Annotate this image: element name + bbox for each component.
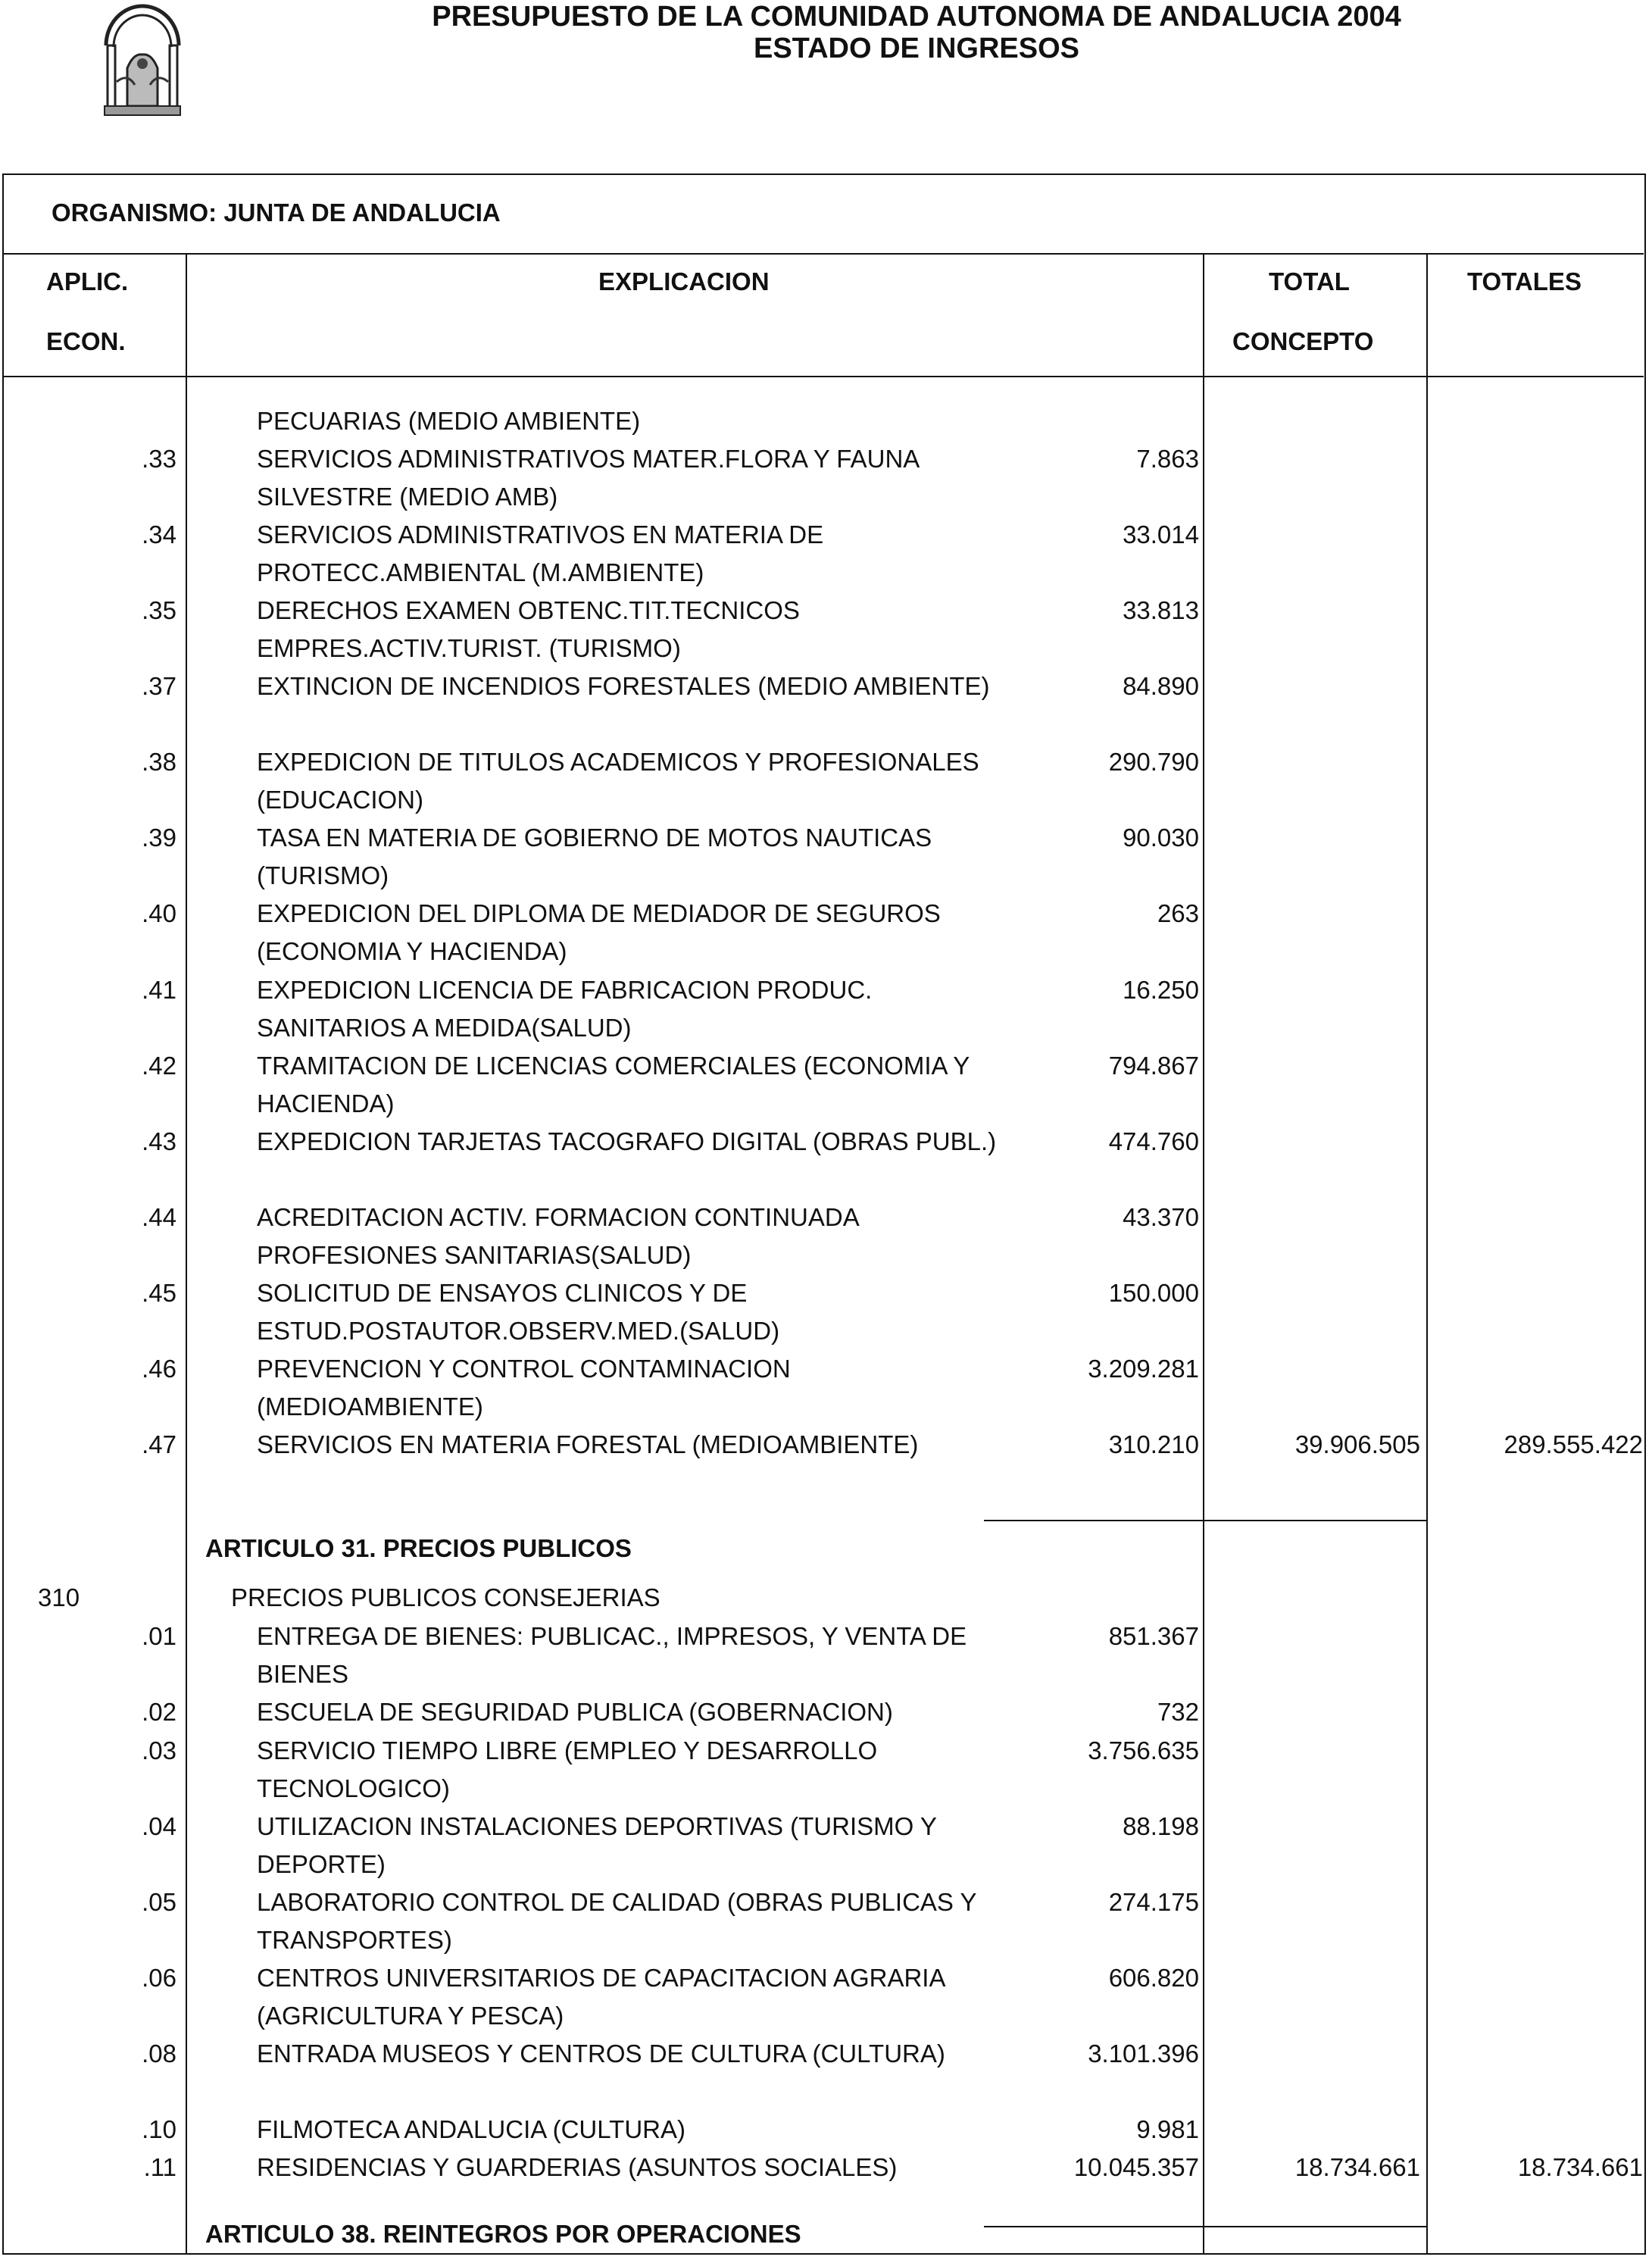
- row-amount: 310.210: [1108, 1430, 1199, 1458]
- row-text: SOLICITUD DE ENSAYOS CLINICOS Y DE ESTUD.POSTAUTOR.OBSERV.MED.(SALUD): [257, 1279, 780, 1345]
- row-code: .03: [142, 1736, 176, 1764]
- row-text: EXPEDICION TARJETAS TACOGRAFO DIGITAL (OBRAS PUBL.): [257, 1127, 997, 1155]
- row-code: .42: [142, 1052, 176, 1080]
- table-row: [4, 2154, 1647, 2230]
- row-text: EXPEDICION DE TITULOS ACADEMICOS Y PROFESIONALES (EDUCACION): [257, 748, 979, 814]
- row-amount: 274.175: [1108, 1888, 1199, 1916]
- row-text: DERECHOS EXAMEN OBTENC.TIT.TECNICOS EMPRES.ACTIV.TURIST. (TURISMO): [257, 596, 800, 662]
- row-amount: 3.209.281: [1088, 1355, 1199, 1383]
- col-header-total: TOTAL: [1269, 267, 1350, 295]
- row-text: ENTRADA MUSEOS Y CENTROS DE CULTURA (CULTURA): [257, 2040, 945, 2068]
- income-table: [2, 173, 1646, 2255]
- table-row: [4, 1431, 1647, 1507]
- page-title: PRESUPUESTO DE LA COMUNIDAD AUTONOMA DE ANDALUCIA 2004: [432, 1, 1401, 33]
- col-header-totales: TOTALES: [1467, 267, 1582, 295]
- row-text: SERVICIO TIEMPO LIBRE (EMPLEO Y DESARROLLO TECNOLOGICO): [257, 1736, 878, 1802]
- row-text: ESCUELA DE SEGURIDAD PUBLICA (GOBERNACION): [257, 1698, 893, 1726]
- row-amount: 3.756.635: [1088, 1736, 1199, 1764]
- row-totales: 18.734.661: [1517, 2153, 1643, 2181]
- table-row: [4, 1280, 1647, 1355]
- col-header-econ: ECON.: [46, 327, 126, 355]
- row-code: .04: [142, 1812, 176, 1840]
- row-amount: 16.250: [1123, 976, 1199, 1004]
- row-code: .47: [142, 1430, 176, 1458]
- row-amount: 9.981: [1136, 2115, 1199, 2143]
- row-code: .41: [142, 976, 176, 1004]
- table-row: [4, 1204, 1647, 1280]
- row-text: PREVENCION Y CONTROL CONTAMINACION (MEDIOAMBIENTE): [257, 1355, 791, 1421]
- row-amount: 794.867: [1108, 1052, 1199, 1080]
- row-code: .33: [142, 445, 176, 473]
- table-row: [4, 1052, 1647, 1128]
- junta-andalucia-logo: [97, 0, 188, 117]
- row-text: SERVICIOS ADMINISTRATIVOS EN MATERIA DE PROTECC.AMBIENTAL (M.AMBIENTE): [257, 520, 824, 586]
- row-code: .01: [142, 1622, 176, 1650]
- row-amount: 290.790: [1108, 748, 1199, 776]
- row-totales: 289.555.422: [1504, 1430, 1643, 1458]
- row-amount: 150.000: [1108, 1279, 1199, 1307]
- row-amount: 88.198: [1123, 1812, 1199, 1840]
- table-row: [4, 597, 1647, 673]
- row-code: .44: [142, 1203, 176, 1231]
- concepto-310-code: 310: [38, 1583, 80, 1611]
- organismo-label: ORGANISMO: JUNTA DE ANDALUCIA: [52, 198, 501, 227]
- row-code: .35: [142, 596, 176, 624]
- row-amount: 7.863: [1136, 445, 1199, 473]
- row-amount: 90.030: [1123, 824, 1199, 852]
- table-row: [4, 673, 1647, 749]
- row-text: LABORATORIO CONTROL DE CALIDAD (OBRAS PUBLICAS Y TRANSPORTES): [257, 1888, 976, 1954]
- table-row: [4, 900, 1647, 976]
- row-amount: 606.820: [1108, 1964, 1199, 1992]
- row-text: SERVICIOS ADMINISTRATIVOS MATER.FLORA Y FAUNA SILVESTRE (MEDIO AMB): [257, 445, 919, 511]
- row-text: TRAMITACION DE LICENCIAS COMERCIALES (ECONOMIA Y HACIENDA): [257, 1052, 970, 1117]
- table-row: [4, 977, 1647, 1052]
- articulo-31-heading: ARTICULO 31. PRECIOS PUBLICOS: [205, 1534, 632, 1562]
- row-text: EXPEDICION LICENCIA DE FABRICACION PRODUC. SANITARIOS A MEDIDA(SALUD): [257, 976, 873, 1042]
- row-amount: 732: [1157, 1698, 1199, 1726]
- row-text: EXPEDICION DEL DIPLOMA DE MEDIADOR DE SEGUROS (ECONOMIA Y HACIENDA): [257, 899, 941, 965]
- row-text: UTILIZACION INSTALACIONES DEPORTIVAS (TURISMO Y DEPORTE): [257, 1812, 937, 1878]
- row-code: .10: [142, 2115, 176, 2143]
- row-text: RESIDENCIAS Y GUARDERIAS (ASUNTOS SOCIALES): [257, 2153, 898, 2181]
- continuation-text: PECUARIAS (MEDIO AMBIENTE): [257, 407, 641, 435]
- col-header-aplic: APLIC.: [46, 267, 129, 295]
- col-header-explicacion: EXPLICACION: [598, 267, 770, 295]
- row-text: FILMOTECA ANDALUCIA (CULTURA): [257, 2115, 685, 2143]
- col-header-concepto: CONCEPTO: [1232, 327, 1374, 355]
- row-code: .37: [142, 672, 176, 700]
- row-amount: 851.367: [1108, 1622, 1199, 1650]
- row-amount: 33.014: [1123, 520, 1199, 549]
- row-code: .46: [142, 1355, 176, 1383]
- table-row: [4, 824, 1647, 900]
- row-total-concepto: 18.734.661: [1294, 2153, 1420, 2181]
- row-amount: 33.813: [1123, 596, 1199, 624]
- organismo-divider: [4, 253, 1644, 255]
- row-code: .02: [142, 1698, 176, 1726]
- table-row: [4, 1623, 1647, 1699]
- row-code: .39: [142, 824, 176, 852]
- articulo-38-heading: ARTICULO 38. REINTEGROS POR OPERACIONES: [205, 2220, 801, 2248]
- table-row: [4, 1355, 1647, 1431]
- row-code: .45: [142, 1279, 176, 1307]
- subtotal-rule-1: [984, 1520, 1426, 1521]
- concepto-310-text: PRECIOS PUBLICOS CONSEJERIAS: [231, 1583, 660, 1611]
- table-row: [4, 445, 1647, 521]
- table-row: [4, 1813, 1647, 1889]
- table-row: [4, 1737, 1647, 1813]
- table-row: [4, 1964, 1647, 2040]
- row-code: .06: [142, 1964, 176, 1992]
- row-code: .40: [142, 899, 176, 927]
- header-divider: [4, 376, 1644, 377]
- row-amount: 43.370: [1123, 1203, 1199, 1231]
- table-row: [4, 521, 1647, 597]
- row-text: ENTREGA DE BIENES: PUBLICAC., IMPRESOS, Y VENTA DE BIENES: [257, 1622, 967, 1688]
- row-text: CENTROS UNIVERSITARIOS DE CAPACITACION AGRARIA (AGRICULTURA Y PESCA): [257, 1964, 945, 2030]
- row-code: .05: [142, 1888, 176, 1916]
- row-code: .08: [142, 2040, 176, 2068]
- row-code: .11: [143, 2153, 176, 2181]
- row-amount: 474.760: [1108, 1127, 1199, 1155]
- row-amount: 10.045.357: [1073, 2153, 1199, 2181]
- table-row: [4, 1889, 1647, 1964]
- row-text: SERVICIOS EN MATERIA FORESTAL (MEDIOAMBIENTE): [257, 1430, 919, 1458]
- row-amount: 3.101.396: [1088, 2040, 1199, 2068]
- row-text: TASA EN MATERIA DE GOBIERNO DE MOTOS NAUTICAS (TURISMO): [257, 824, 932, 889]
- table-row: [4, 2040, 1647, 2116]
- table-row: [4, 1128, 1647, 1204]
- row-amount: 263: [1157, 899, 1199, 927]
- row-total-concepto: 39.906.505: [1294, 1430, 1420, 1458]
- row-amount: 84.890: [1123, 672, 1199, 700]
- table-row: [4, 749, 1647, 824]
- page-subtitle: ESTADO DE INGRESOS: [753, 33, 1080, 64]
- row-code: .34: [142, 520, 176, 549]
- row-code: .38: [142, 748, 176, 776]
- row-text: EXTINCION DE INCENDIOS FORESTALES (MEDIO AMBIENTE): [257, 672, 990, 700]
- row-code: .43: [142, 1127, 176, 1155]
- row-text: ACREDITACION ACTIV. FORMACION CONTINUADA PROFESIONES SANITARIAS(SALUD): [257, 1203, 858, 1269]
